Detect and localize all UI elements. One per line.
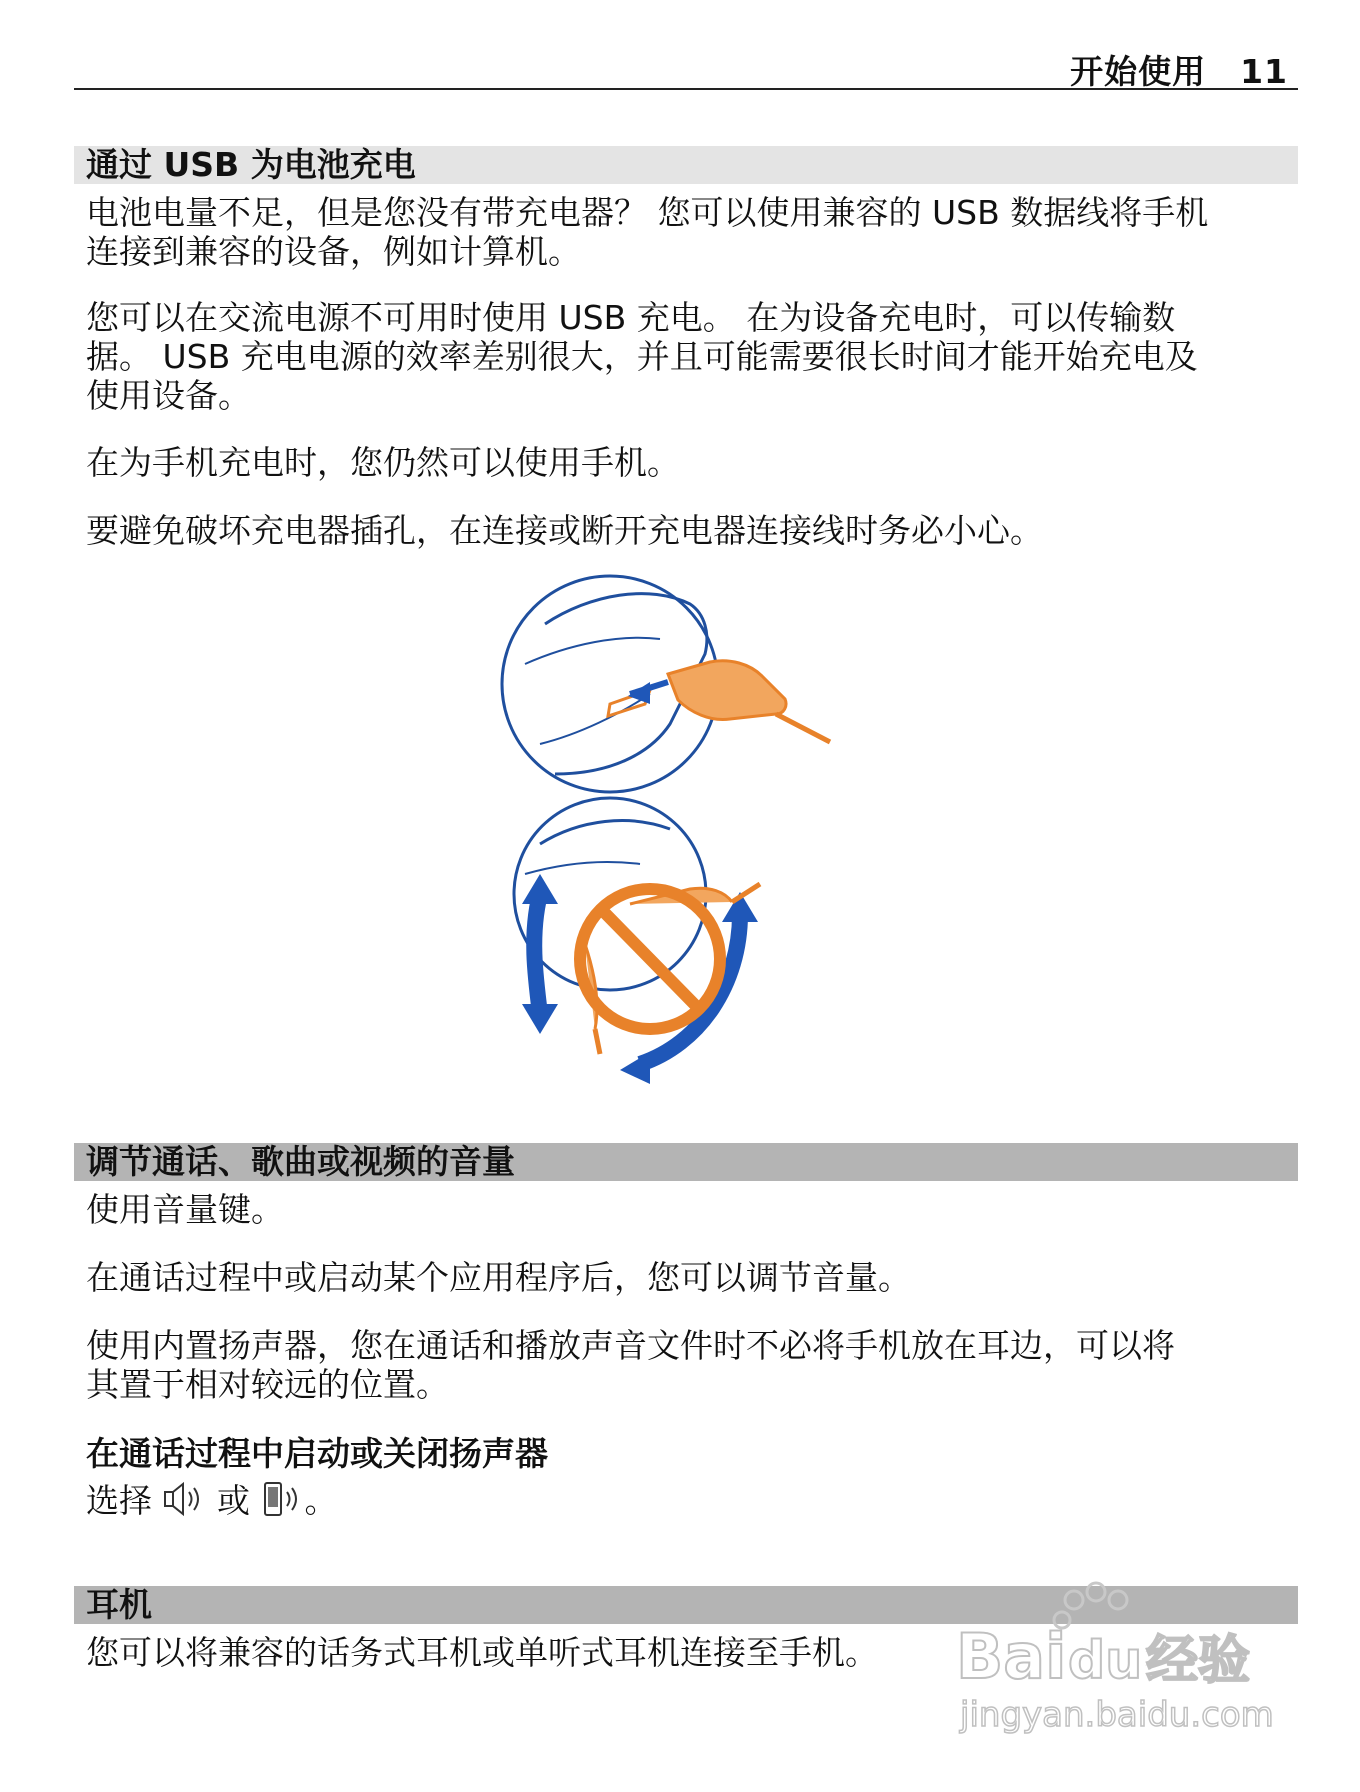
paragraph-line: 您可以在交流电源不可用时使用 USB 充电。 在为设备充电时，可以传输数 [86, 298, 1176, 337]
header-text [1070, 46, 1288, 93]
page-header [74, 44, 1298, 90]
watermark-brand-du: du [1068, 1631, 1143, 1691]
select-instruction [86, 1480, 1298, 1520]
subheading-speaker: 在通话过程中启动或关闭扬声器 [86, 1434, 548, 1473]
watermark-brand-cn: 经验 [1146, 1631, 1251, 1691]
paragraph-line: 连接到兼容的设备，例如计算机。 [86, 232, 581, 271]
page-number: 11 [1240, 52, 1288, 91]
usb-connect-illustration [502, 576, 830, 792]
paragraph-line: 在为手机充电时，您仍然可以使用手机。 [86, 443, 680, 482]
paragraph-line: 电池电量不足，但是您没有带充电器？ 您可以使用兼容的 USB 数据线将手机 [86, 193, 1209, 232]
section-heading-usb-charging: 通过 USB 为电池充电 [74, 146, 1298, 184]
paragraph-line: 在通话过程中或启动某个应用程序后，您可以调节音量。 [86, 1258, 911, 1297]
usb-charging-illustration [500, 574, 860, 1094]
section-heading-headset: 耳机 [74, 1586, 1298, 1624]
paragraph-line: 其置于相对较远的位置。 [86, 1365, 449, 1404]
paragraph-line: 您可以将兼容的话务式耳机或单听式耳机连接至手机。 [86, 1633, 878, 1672]
handset-speaker-icon[interactable] [261, 1480, 305, 1518]
select-prefix: 选择 [86, 1481, 152, 1520]
baidu-watermark [956, 1578, 1276, 1738]
select-or: 或 [217, 1481, 250, 1520]
paragraph-line: 使用内置扬声器，您在通话和播放声音文件时不必将手机放在耳边，可以将 [86, 1326, 1175, 1365]
loudspeaker-icon[interactable] [163, 1480, 207, 1518]
watermark-brand: Bai [956, 1620, 1067, 1693]
paragraph-line: 据。 USB 充电电源的效率差别很大，并且可能需要很长时间才能开始充电及 [86, 337, 1198, 376]
watermark-url: jingyan.baidu.com [960, 1695, 1274, 1735]
paragraph-line: 要避免破坏充电器插孔，在连接或断开充电器连接线时务必小心。 [86, 511, 1043, 550]
no-bend-prohibition-illustration [514, 798, 760, 1084]
paragraph-line: 使用设备。 [86, 376, 251, 415]
paragraph-line: 使用音量键。 [86, 1190, 284, 1229]
chapter-title: 开始使用 [1070, 52, 1207, 91]
section-heading-volume: 调节通话、歌曲或视频的音量 [74, 1143, 1298, 1181]
select-suffix: 。 [304, 1481, 338, 1520]
